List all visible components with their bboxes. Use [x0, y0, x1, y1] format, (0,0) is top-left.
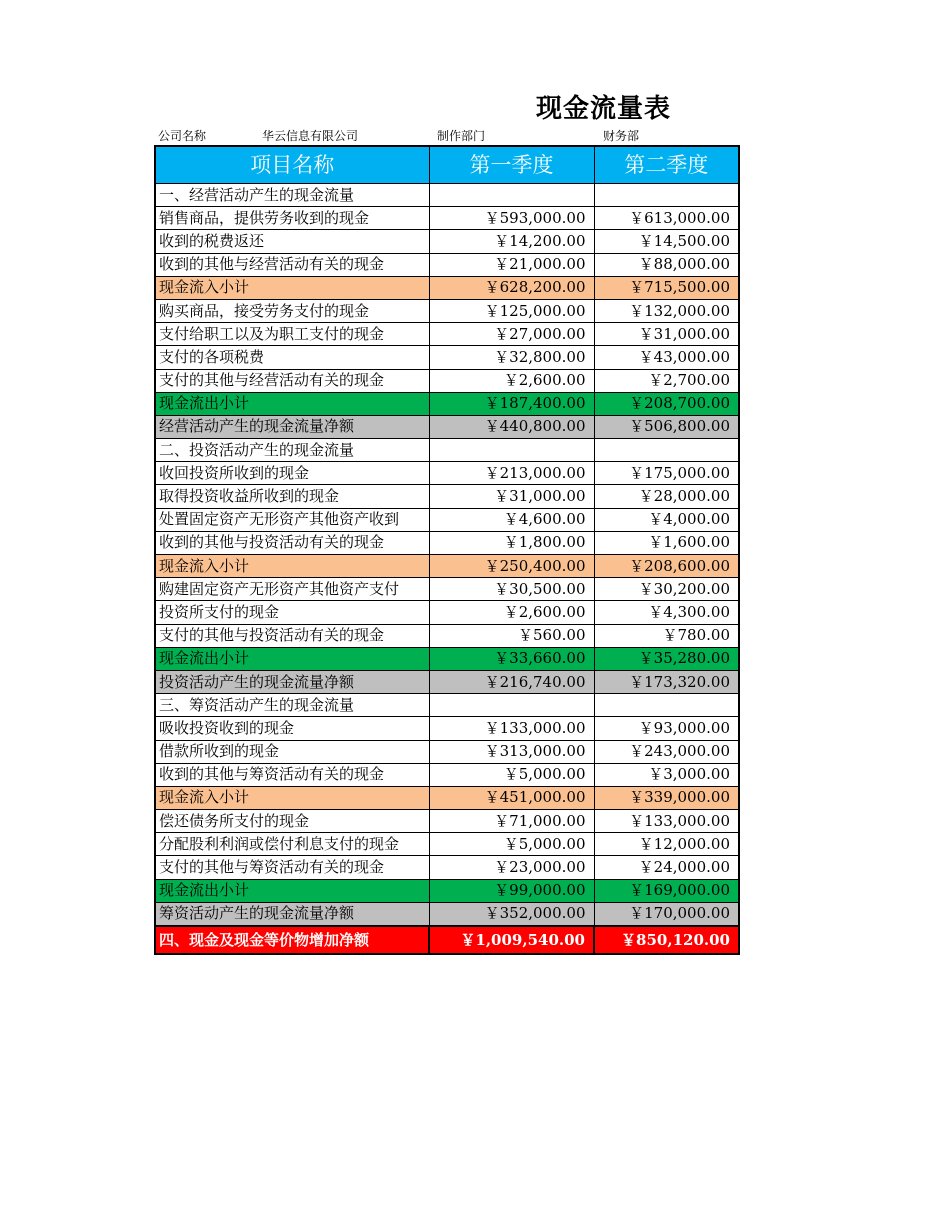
table-row	[155, 879, 739, 902]
table-row	[155, 439, 739, 462]
row-label-cell[interactable]: 经营活动产生的现金流量净额	[155, 415, 429, 438]
table-row	[155, 856, 739, 879]
table-row	[155, 717, 739, 740]
table-row	[155, 578, 739, 601]
row-label-cell[interactable]: 收到的其他与投资活动有关的现金	[155, 531, 429, 554]
q1-value-cell[interactable]: ￥27,000.00	[429, 323, 594, 346]
q1-value-cell[interactable]	[429, 439, 594, 462]
q1-value-cell[interactable]: ￥5,000.00	[429, 763, 594, 786]
table-row	[155, 902, 739, 926]
q1-value-cell[interactable]: ￥23,000.00	[429, 856, 594, 879]
row-label-cell[interactable]: 现金流出小计	[155, 879, 429, 902]
q2-value-cell[interactable]: ￥339,000.00	[594, 786, 739, 809]
q1-value-cell[interactable]: ￥33,660.00	[429, 647, 594, 670]
row-label-cell[interactable]: 借款所收到的现金	[155, 740, 429, 763]
table-row	[155, 926, 739, 954]
q2-value-cell[interactable]	[594, 439, 739, 462]
q2-value-cell[interactable]: ￥175,000.00	[594, 462, 739, 485]
row-label-cell[interactable]: 销售商品，提供劳务收到的现金	[155, 207, 429, 230]
q2-value-cell[interactable]: ￥1,600.00	[594, 531, 739, 554]
q2-value-cell[interactable]: ￥28,000.00	[594, 485, 739, 508]
q1-value-cell[interactable]: ￥30,500.00	[429, 578, 594, 601]
row-label-cell[interactable]: 收回投资所收到的现金	[155, 462, 429, 485]
row-label-cell[interactable]: 现金流入小计	[155, 276, 429, 299]
table-row	[155, 531, 739, 554]
q1-value-cell[interactable]: ￥313,000.00	[429, 740, 594, 763]
row-label-cell[interactable]: 现金流出小计	[155, 647, 429, 670]
page-title: 现金流量表	[536, 94, 672, 124]
header-q2[interactable]: 第二季度	[594, 146, 739, 184]
table-row	[155, 346, 739, 369]
table-row	[155, 833, 739, 856]
row-label-cell[interactable]: 四、现金及现金等价物增加净额	[155, 926, 429, 954]
q2-value-cell[interactable]: ￥31,000.00	[594, 323, 739, 346]
row-label-cell[interactable]: 三、筹资活动产生的现金流量	[155, 694, 429, 717]
q1-value-cell[interactable]	[429, 694, 594, 717]
row-label-cell[interactable]: 收到的其他与经营活动有关的现金	[155, 253, 429, 276]
row-label-cell[interactable]: 支付的其他与经营活动有关的现金	[155, 369, 429, 392]
row-label-cell[interactable]: 一、经营活动产生的现金流量	[155, 184, 429, 207]
row-label-cell[interactable]: 处置固定资产无形资产其他资产收到	[155, 508, 429, 531]
row-label-cell[interactable]: 现金流入小计	[155, 786, 429, 809]
q2-value-cell[interactable]: ￥133,000.00	[594, 810, 739, 833]
q1-value-cell[interactable]: ￥593,000.00	[429, 207, 594, 230]
table-row	[155, 786, 739, 809]
table-row	[155, 810, 739, 833]
table-row	[155, 740, 739, 763]
q1-value-cell[interactable]: ￥133,000.00	[429, 717, 594, 740]
q2-value-cell[interactable]: ￥169,000.00	[594, 879, 739, 902]
q2-value-cell[interactable]: ￥208,600.00	[594, 555, 739, 578]
q2-value-cell[interactable]: ￥208,700.00	[594, 392, 739, 415]
row-label-cell[interactable]: 购建固定资产无形资产其他资产支付	[155, 578, 429, 601]
header-row	[155, 146, 739, 184]
q1-value-cell[interactable]: ￥560.00	[429, 624, 594, 647]
table-row	[155, 392, 739, 415]
table-row	[155, 508, 739, 531]
q1-value-cell[interactable]: ￥1,009,540.00	[429, 926, 594, 954]
table-row	[155, 694, 739, 717]
table-row	[155, 462, 739, 485]
q2-value-cell[interactable]: ￥30,200.00	[594, 578, 739, 601]
row-label-cell[interactable]: 偿还债务所支付的现金	[155, 810, 429, 833]
q1-value-cell[interactable]: ￥71,000.00	[429, 810, 594, 833]
q1-value-cell[interactable]: ￥451,000.00	[429, 786, 594, 809]
row-label-cell[interactable]: 吸收投资收到的现金	[155, 717, 429, 740]
table-row	[155, 763, 739, 786]
row-label-cell[interactable]: 投资所支付的现金	[155, 601, 429, 624]
row-label-cell[interactable]: 支付的各项税费	[155, 346, 429, 369]
row-label-cell[interactable]: 分配股利利润或偿付利息支付的现金	[155, 833, 429, 856]
q2-value-cell[interactable]: ￥173,320.00	[594, 670, 739, 693]
q1-value-cell[interactable]: ￥2,600.00	[429, 601, 594, 624]
cash-flow-table	[154, 145, 740, 955]
q1-value-cell[interactable]: ￥250,400.00	[429, 555, 594, 578]
q2-value-cell[interactable]: ￥88,000.00	[594, 253, 739, 276]
row-label-cell[interactable]: 支付给职工以及为职工支付的现金	[155, 323, 429, 346]
table-row	[155, 670, 739, 693]
q2-value-cell[interactable]: ￥93,000.00	[594, 717, 739, 740]
table-row	[155, 207, 739, 230]
table-row	[155, 230, 739, 253]
q1-value-cell[interactable]	[429, 184, 594, 207]
department-label: 制作部门	[437, 129, 486, 143]
row-label-cell[interactable]: 筹资活动产生的现金流量净额	[155, 902, 429, 926]
table-row	[155, 415, 739, 438]
q1-value-cell[interactable]: ￥14,200.00	[429, 230, 594, 253]
q2-value-cell[interactable]: ￥35,280.00	[594, 647, 739, 670]
table-row	[155, 276, 739, 299]
table-row	[155, 299, 739, 322]
q2-value-cell[interactable]: ￥780.00	[594, 624, 739, 647]
q2-value-cell[interactable]	[594, 694, 739, 717]
q1-value-cell[interactable]: ￥440,800.00	[429, 415, 594, 438]
row-label-cell[interactable]: 收到的其他与筹资活动有关的现金	[155, 763, 429, 786]
q1-value-cell[interactable]: ￥2,600.00	[429, 369, 594, 392]
q2-value-cell[interactable]: ￥243,000.00	[594, 740, 739, 763]
q1-value-cell[interactable]: ￥32,800.00	[429, 346, 594, 369]
q1-value-cell[interactable]: ￥1,800.00	[429, 531, 594, 554]
q1-value-cell[interactable]: ￥4,600.00	[429, 508, 594, 531]
q2-value-cell[interactable]: ￥613,000.00	[594, 207, 739, 230]
q2-value-cell[interactable]: ￥2,700.00	[594, 369, 739, 392]
q2-value-cell[interactable]: ￥715,500.00	[594, 276, 739, 299]
table-row	[155, 369, 739, 392]
row-label-cell[interactable]: 支付的其他与投资活动有关的现金	[155, 624, 429, 647]
q2-value-cell[interactable]: ￥43,000.00	[594, 346, 739, 369]
header-q1[interactable]: 第一季度	[429, 146, 594, 184]
company-name-label: 公司名称	[158, 129, 207, 143]
table-row	[155, 647, 739, 670]
row-label-cell[interactable]: 现金流入小计	[155, 555, 429, 578]
row-label-cell[interactable]: 现金流出小计	[155, 392, 429, 415]
q2-value-cell[interactable]: ￥850,120.00	[594, 926, 739, 954]
header-item-name[interactable]: 项目名称	[155, 146, 429, 184]
q1-value-cell[interactable]: ￥99,000.00	[429, 879, 594, 902]
q1-value-cell[interactable]: ￥5,000.00	[429, 833, 594, 856]
row-label-cell[interactable]: 收到的税费返还	[155, 230, 429, 253]
q1-value-cell[interactable]: ￥125,000.00	[429, 299, 594, 322]
q2-value-cell[interactable]: ￥4,300.00	[594, 601, 739, 624]
department-value: 财务部	[603, 129, 640, 143]
q2-value-cell[interactable]: ￥170,000.00	[594, 902, 739, 926]
q1-value-cell[interactable]: ￥213,000.00	[429, 462, 594, 485]
q2-value-cell[interactable]: ￥506,800.00	[594, 415, 739, 438]
q1-value-cell[interactable]: ￥187,400.00	[429, 392, 594, 415]
row-label-cell[interactable]: 购买商品，接受劳务支付的现金	[155, 299, 429, 322]
row-label-cell[interactable]: 投资活动产生的现金流量净额	[155, 670, 429, 693]
table-row	[155, 624, 739, 647]
q2-value-cell[interactable]	[594, 184, 739, 207]
q2-value-cell[interactable]: ￥132,000.00	[594, 299, 739, 322]
q1-value-cell[interactable]: ￥628,200.00	[429, 276, 594, 299]
q2-value-cell[interactable]: ￥3,000.00	[594, 763, 739, 786]
table-row	[155, 485, 739, 508]
q1-value-cell[interactable]: ￥216,740.00	[429, 670, 594, 693]
table-row	[155, 555, 739, 578]
table-row	[155, 601, 739, 624]
table-row	[155, 184, 739, 207]
q2-value-cell[interactable]: ￥4,000.00	[594, 508, 739, 531]
q2-value-cell[interactable]: ￥24,000.00	[594, 856, 739, 879]
q1-value-cell[interactable]: ￥21,000.00	[429, 253, 594, 276]
q1-value-cell[interactable]: ￥352,000.00	[429, 902, 594, 926]
table-row	[155, 323, 739, 346]
row-label-cell[interactable]: 二、投资活动产生的现金流量	[155, 439, 429, 462]
q2-value-cell[interactable]: ￥12,000.00	[594, 833, 739, 856]
row-label-cell[interactable]: 支付的其他与筹资活动有关的现金	[155, 856, 429, 879]
company-name-value: 华云信息有限公司	[262, 129, 359, 143]
q2-value-cell[interactable]: ￥14,500.00	[594, 230, 739, 253]
q1-value-cell[interactable]: ￥31,000.00	[429, 485, 594, 508]
table-row	[155, 253, 739, 276]
row-label-cell[interactable]: 取得投资收益所收到的现金	[155, 485, 429, 508]
